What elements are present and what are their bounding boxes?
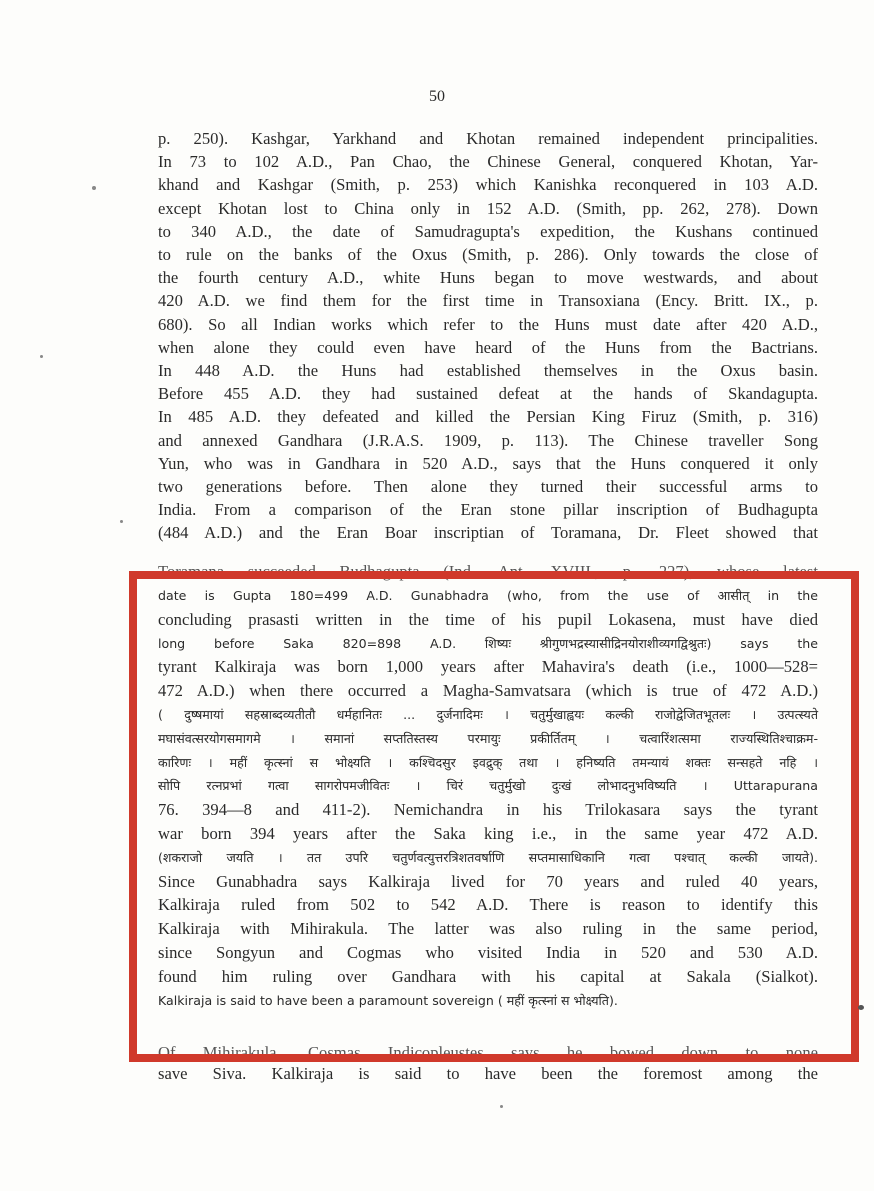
highlighted-text-line: found him ruling over Gandhara with his capital at Sakala (Sialkot). xyxy=(158,966,818,986)
highlighted-text-line: tyrant Kalkiraja was born 1,000 years after Mahavira's death (i.e., 1000—528= xyxy=(158,657,818,677)
highlighted-text-line: Kalkiraja is said to have been a paramount sovereign ( महीं कृत्स्नां स भोक्ष्यति). xyxy=(158,992,618,1008)
text-line: Yun, who was in Gandhara in 520 A.D., says that the Huns conquered it only xyxy=(158,453,818,473)
text-line: 420 A.D. we find them for the first time in Transoxiana (Ency. Britt. IX., p. xyxy=(158,291,818,311)
text-line: 680). So all Indian works which refer to the Huns must date after 420 A.D., xyxy=(158,314,818,334)
text-line: when alone they could even have heard of the Huns from the Bactrians. xyxy=(158,337,818,357)
text-line: to rule on the banks of the Oxus (Smith, p. 286). Only towards the close of xyxy=(158,245,818,264)
text-line: (484 A.D.) and the Eran Boar inscriptian of Toramana, Dr. Fleet showed that xyxy=(158,523,818,543)
text-line-partial: Of Mihirakula, Cosmas Indicopleustes says he bowed down to none xyxy=(158,1043,818,1062)
highlighted-text-line: Kalkiraja ruled from 502 to 542 A.D. There is reason to identify this xyxy=(158,895,818,915)
highlighted-text-line: कारिणः । महीं कृत्स्नां स भोक्ष्यति । कश्चिदसुर इवद्रुक् तथा । हनिष्यति तमन्यायं शक्तः सन्सहते नहि । xyxy=(158,754,818,770)
text-line: p. 250). Kashgar, Yarkhand and Khotan remained independent principalities. xyxy=(158,129,818,148)
highlighted-text-line: long before Saka 820=898 A.D. शिष्यः श्रीगुणभद्रस्यासीद्रिनयोराशीव्यगद्विश्रुतः) says the xyxy=(158,635,818,651)
text-line: In 73 to 102 A.D., Pan Chao, the Chinese General, conquered Khotan, Yar- xyxy=(158,152,818,172)
highlighted-text-line: ( दुष्षमायां सहस्राब्दव्यतीतौ धर्महानितः ... दुर्जनादिमः । चतुर्मुखाह्वयः कल्की राजोद्वेजितभूतलः । उत्पत्स्यते xyxy=(158,707,818,722)
text-line: to 340 A.D., the date of Samudragupta's expedition, the Kushans continued xyxy=(158,221,818,241)
highlighted-text-line: 472 A.D.) when there occurred a Magha-Samvatsara (which is true of 472 A.D.) xyxy=(158,681,818,701)
highlighted-text-line: war born 394 years after the Saka king i.e., in the same year 472 A.D. xyxy=(158,824,818,843)
scan-speck xyxy=(40,355,43,358)
scan-speck xyxy=(500,1105,503,1108)
text-line: In 448 A.D. the Huns had established themselves in the Oxus basin. xyxy=(158,361,818,380)
text-line: khand and Kashgar (Smith, p. 253) which Kanishka reconquered in 103 A.D. xyxy=(158,175,818,195)
page-number: 50 xyxy=(429,88,445,105)
text-line: In 485 A.D. they defeated and killed the Persian King Firuz (Smith, p. 316) xyxy=(158,407,818,427)
highlighted-text-line: 76. 394—8 and 411-2). Nemichandra in his Trilokasara says the tyrant xyxy=(158,800,818,820)
text-line-partial: Toramana succeeded Budhagupta (Ind. Ant. XVIII., p. 227), whose latest xyxy=(158,562,818,581)
text-line: Before 455 A.D. they had sustained defeat at the hands of Skandagupta. xyxy=(158,384,818,404)
text-line: the fourth century A.D., white Huns began to move westwards, and about xyxy=(158,268,818,288)
highlighted-text-line: Kalkiraja with Mihirakula. The latter was also ruling in the same period, xyxy=(158,919,818,939)
highlighted-text-line: Since Gunabhadra says Kalkiraja lived for 70 years and ruled 40 years, xyxy=(158,871,818,891)
scan-speck xyxy=(858,1005,864,1010)
text-line: two generations before. Then alone they turned their successful arms to xyxy=(158,477,818,496)
text-line: India. From a comparison of the Eran stone pillar inscription of Budhagupta xyxy=(158,500,818,520)
text-line: except Khotan lost to China only in 152 A.D. (Smith, pp. 262, 278). Down xyxy=(158,198,818,218)
highlighted-text-line: concluding prasasti written in the time of his pupil Lokasena, must have died xyxy=(158,609,818,629)
highlighted-text-line: मघासंवत्सरयोगसमागमे । समानां सप्ततिस्तस्य परमायुः प्रकीर्तितम् । चत्वारिंशत्समा राज्यस्थितिश्चाक्रम- xyxy=(158,730,818,746)
highlighted-text-line: date is Gupta 180=499 A.D. Gunabhadra (who, from the use of आसीत् in the xyxy=(158,588,818,603)
scan-speck xyxy=(120,520,123,523)
text-line: save Siva. Kalkiraja is said to have been the foremost among the xyxy=(158,1064,818,1083)
highlighted-text-line: (शकराजो जयति । तत उपरि चतुर्णवत्युत्तरत्रिशतवर्षाणि सप्तमासाधिकानि गत्वा पश्चात् कल्की जायते). xyxy=(158,849,818,865)
text-line: and annexed Gandhara (J.R.A.S. 1909, p. 113). The Chinese traveller Song xyxy=(158,430,818,450)
highlighted-text-line: since Songyun and Cogmas who visited India in 520 and 530 A.D. xyxy=(158,943,818,962)
scan-speck xyxy=(92,186,96,190)
highlighted-text-line: सोपि रत्नप्रभां गत्वा सागरोपमजीवितः । चिरं चतुर्मुखो दुःखं लोभादनुभविष्यति । Uttarapurana xyxy=(158,778,818,794)
